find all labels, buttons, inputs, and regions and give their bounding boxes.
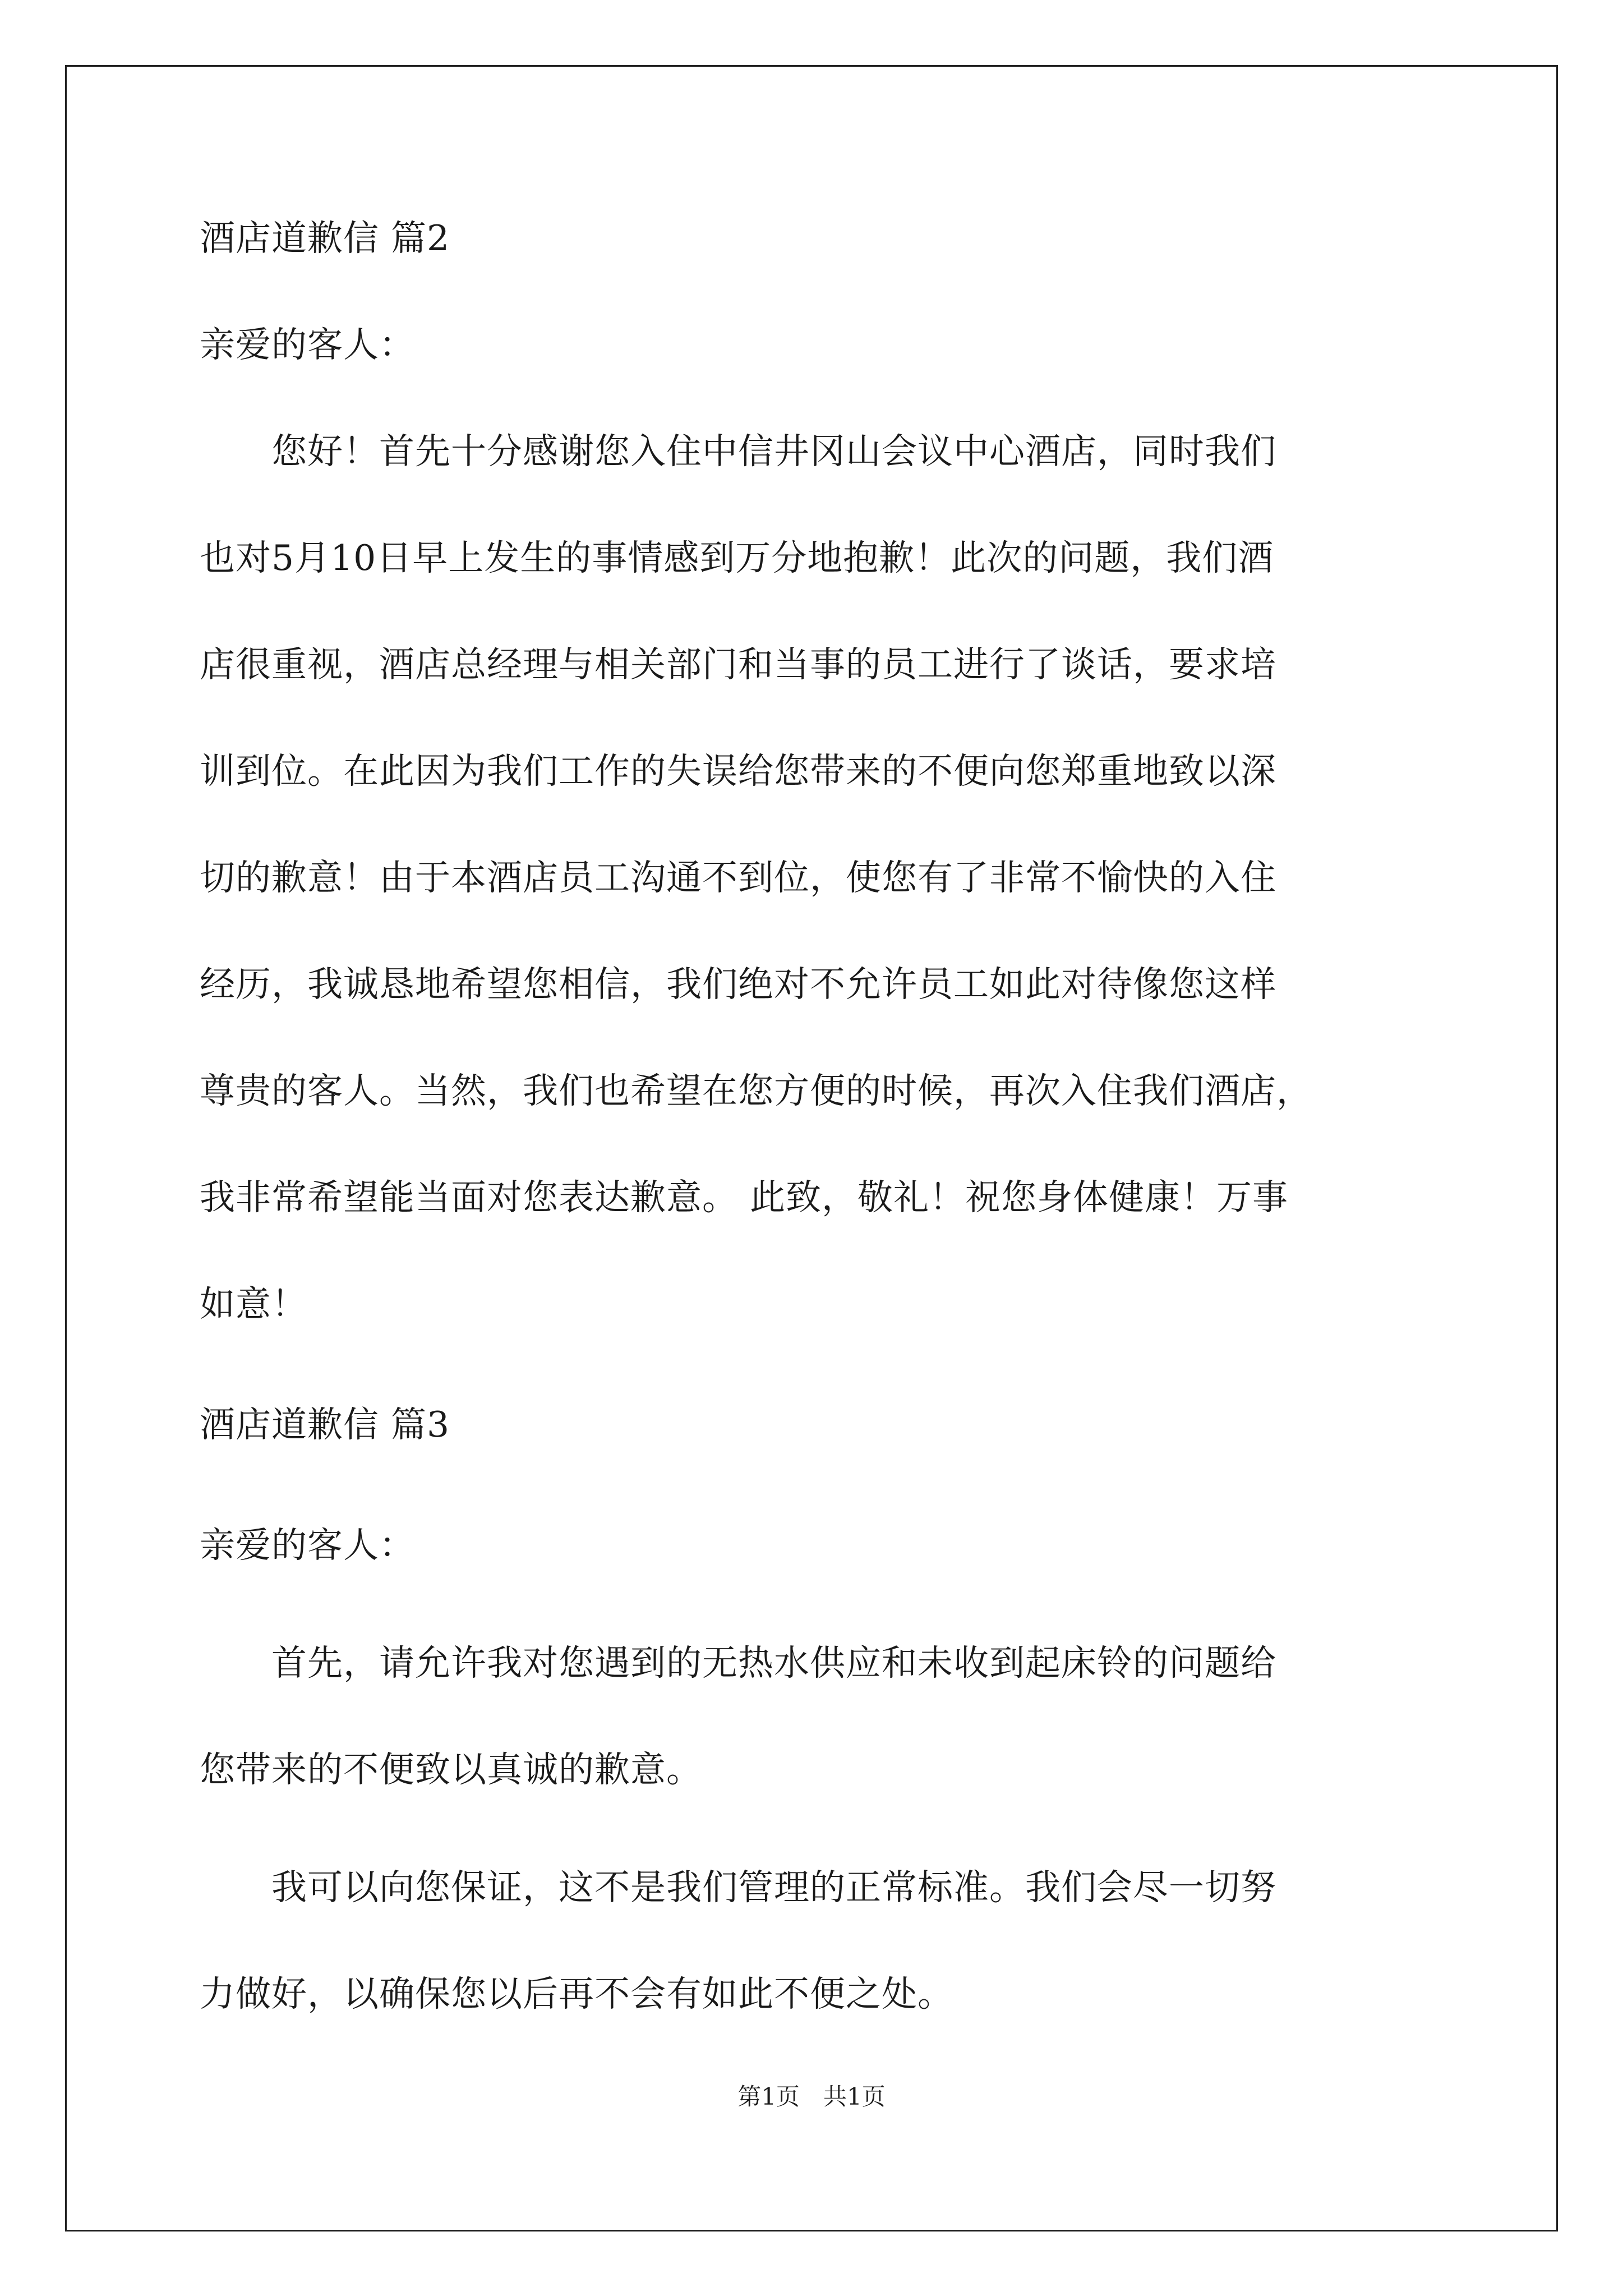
paragraph-line: 也对5月10日早上发生的事情感到万分地抱歉！此次的问题，我们酒 [200, 537, 1274, 578]
paragraph-line: 首先，请允许我对您遇到的无热水供应和未收到起床铃的问题给 [200, 1642, 1276, 1683]
page-number-footer: 第1页 共1页 [737, 2083, 886, 2110]
paragraph-line: 如意！ [200, 1283, 307, 1324]
salutation: 亲爱的客人： [200, 1525, 415, 1566]
paragraph-line: 经历，我诚恳地希望您相信，我们绝对不允许员工如此对待像您这样 [200, 964, 1276, 1005]
paragraph-line: 您带来的不便致以真诚的歉意。 [200, 1749, 702, 1790]
paragraph-line: 店很重视，酒店总经理与相关部门和当事的员工进行了谈话，要求培 [200, 644, 1276, 685]
paragraph-line: 您好！首先十分感谢您入住中信井冈山会议中心酒店，同时我们 [200, 431, 1276, 472]
paragraph-line: 尊贵的客人。当然，我们也希望在您方便的时候，再次入住我们酒店， [200, 1070, 1312, 1111]
section-heading: 酒店道歉信 篇3 [200, 1404, 450, 1445]
paragraph-line: 力做好，以确保您以后再不会有如此不便之处。 [200, 1973, 953, 2014]
paragraph-line: 训到位。在此因为我们工作的失误给您带来的不便向您郑重地致以深 [200, 751, 1276, 792]
paragraph-line: 我可以向您保证，这不是我们管理的正常标准。我们会尽一切努 [200, 1867, 1276, 1908]
section-heading: 酒店道歉信 篇2 [200, 218, 450, 259]
paragraph-line: 我非常希望能当面对您表达歉意。 此致，敬礼！祝您身体健康！万事 [200, 1177, 1289, 1218]
paragraph-line: 切的歉意！由于本酒店员工沟通不到位，使您有了非常不愉快的入住 [200, 857, 1276, 898]
salutation: 亲爱的客人： [200, 324, 415, 365]
